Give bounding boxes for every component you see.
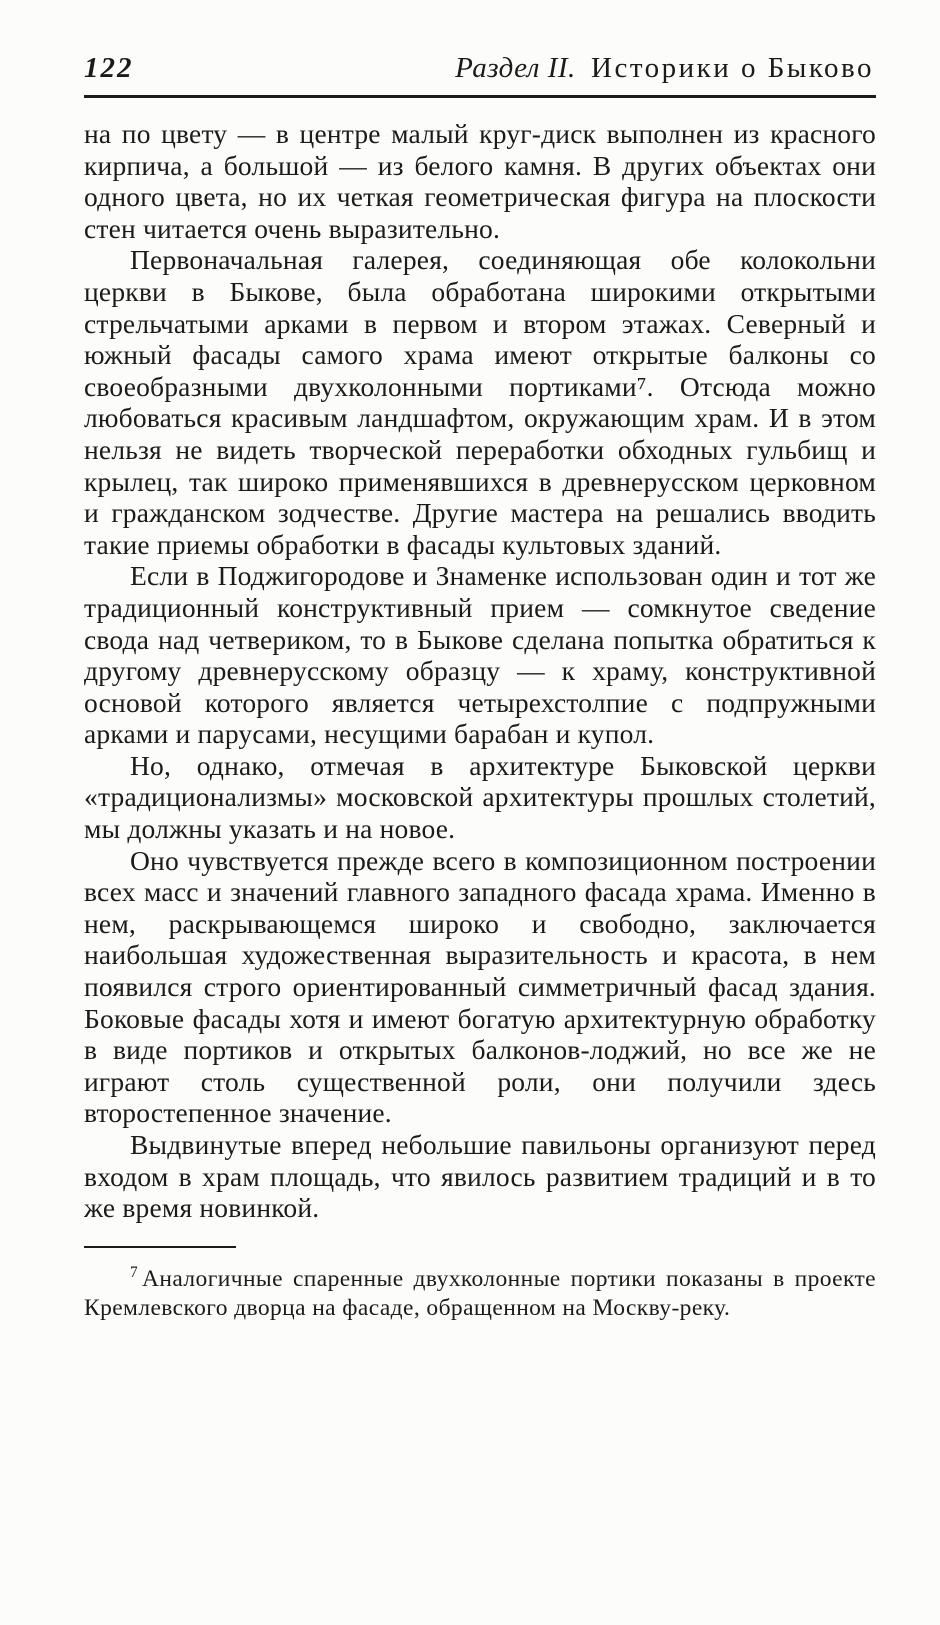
footnote-line <box>84 1258 876 1323</box>
running-head <box>84 52 876 85</box>
body-text <box>84 118 876 1224</box>
header-rule <box>84 95 876 98</box>
paragraph: на по цвету — в центре малый круг-диск выполнен из красного кирпича, а большой — из белого камня. В других объектах они одного цвета, но их четкая геометрическая фигура на плоскости стен читается очень выразительно. <box>84 118 876 244</box>
section-label: Раздел II. <box>455 52 576 84</box>
footnote-block <box>84 1246 876 1323</box>
paragraph: Если в Поджигородове и Знаменке использован один и тот же традиционный конструктивный прием — сомкнутое сведение свода над четвериком, то в Быкове сделана попытка обратиться к другому древнерусскому образцу — к храму, конструктивной основой которого является четырехстолпие с подпружными арками и парусами, несущими барабан и купол. <box>84 560 876 750</box>
paragraph: Оно чувствуется прежде всего в композиционном построении всех масс и значений главного западного фасада храма. Именно в нем, раскрывающемся широко и свободно, заключается наибольшая художественная выразительность и красота, в нем появился строго ориентированный симметричный фасад здания. Боковые фасады хотя и имеют богатую архитектурную обработку в виде портиков и открытых балконов-лоджий, но все же не играют столь существенной роли, они получили здесь второстепенное значение. <box>84 844 876 1129</box>
paragraph: Первоначальная галерея, соединяющая обе колокольни церкви в Быкове, была обработана широкими открытыми стрельчатыми арками в первом и втором этажах. Северный и южный фасады самого храма имеют открытые балконы со своеобразными двухколонными портиками⁷. Отсюда можно любоваться красивым ландшафтом, окружающим храм. И в этом нельзя не видеть творческой переработки обходных гульбищ и крылец, так широко применявшихся в древнерусском церковном и гражданском зодчестве. Другие мастера на решались вводить такие приемы обработки в фасады культовых зданий. <box>84 244 876 560</box>
footnote-separator <box>84 1246 236 1248</box>
paragraph: Но, однако, отмечая в архитектуре Быковской церкви «традиционализмы» московской архитектуры прошлых столетий, мы должны указать и на новое. <box>84 749 876 845</box>
footnote <box>84 1258 876 1323</box>
section-title: Историки о Быково <box>591 52 874 84</box>
page-number: 122 <box>84 52 134 84</box>
text-column <box>84 52 876 1323</box>
footnote-text: Аналогичные спаренные двухколонные портики показаны в проекте Кремлевского дворца на фасаде, обращенном на Москву-реку. <box>84 1265 876 1321</box>
paragraph: Выдвинутые вперед небольшие павильоны организуют перед входом в храм площадь, что явилось развитием традиций и в то же время новинкой. <box>84 1129 876 1224</box>
footnote-marker: 7 <box>130 1263 139 1281</box>
running-title <box>455 52 874 85</box>
